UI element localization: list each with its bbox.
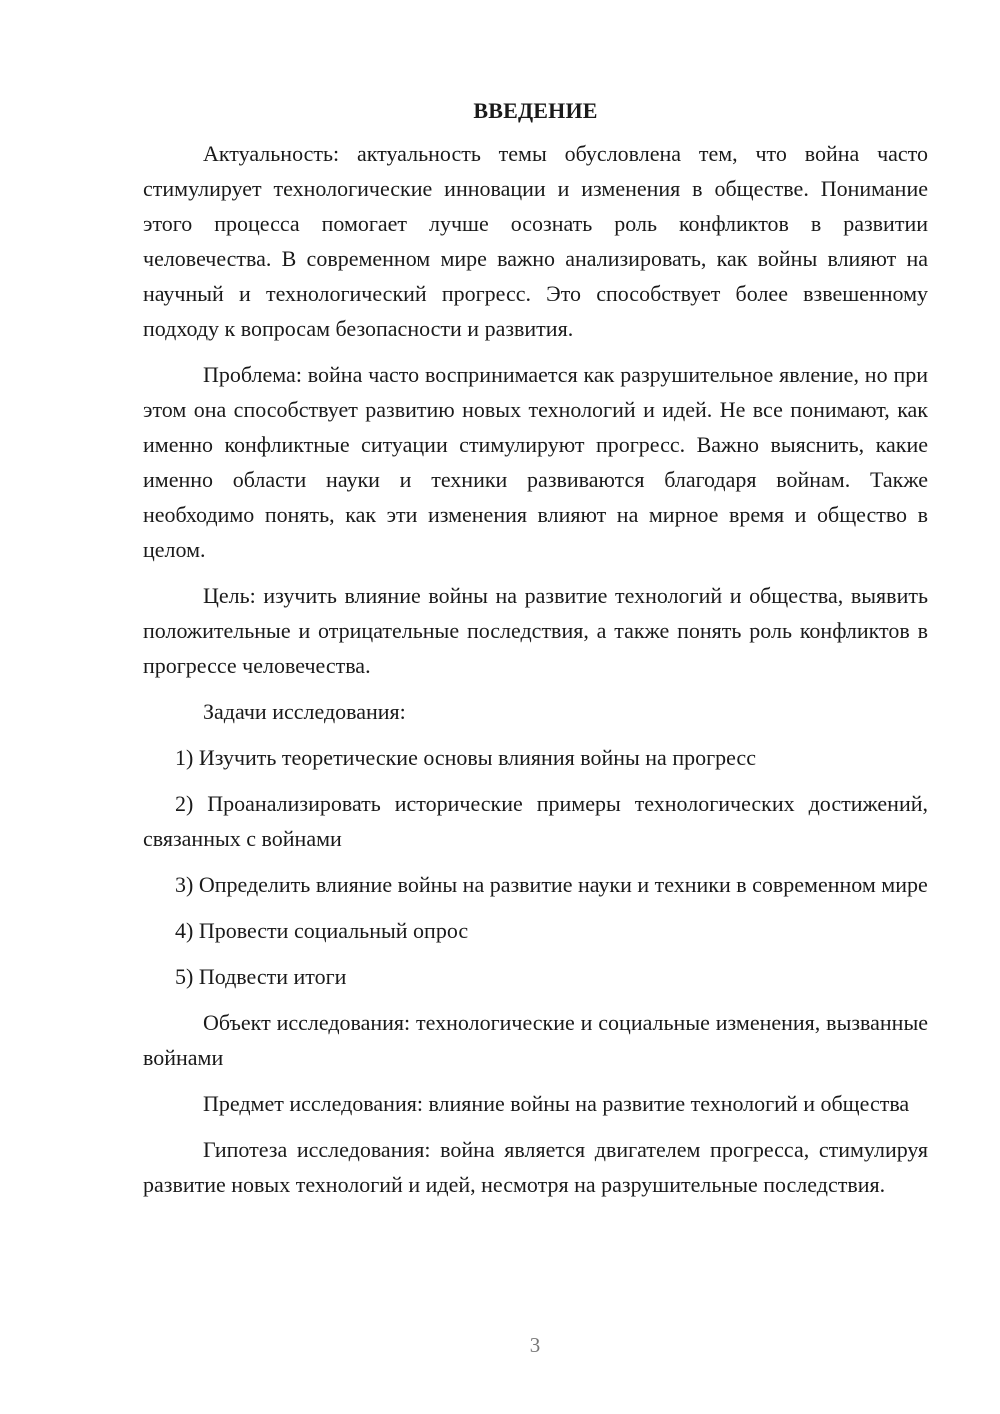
paragraph-tasks-heading: Задачи исследования: (203, 699, 406, 724)
task-item-1: 1) Изучить теоретические основы влияния войны на прогресс (175, 745, 756, 770)
paragraph-object: Объект исследования: технологические и социальные изменения, вызванные войнами (143, 1010, 928, 1070)
task-item-2: 2) Проанализировать исторические примеры технологических достижений, связанных с войнами (143, 791, 928, 851)
paragraph-subject: Предмет исследования: влияние войны на развитие технологий и общества (203, 1091, 910, 1116)
paragraph-goal: Цель: изучить влияние войны на развитие технологий и общества, выявить положительные и отрицательные последствия, а также понять роль конфликтов в прогрессе человечества. (143, 583, 928, 678)
task-item-3: 3) Определить влияние войны на развитие науки и техники в современном мире (175, 872, 928, 897)
document-page (143, 96, 928, 1213)
paragraph-hypothesis: Гипотеза исследования: война является двигателем прогресса, стимулируя развитие новых технологий и идей, несмотря на разрушительные последствия. (143, 1137, 928, 1197)
task-item-4: 4) Провести социальный опрос (175, 918, 469, 943)
paragraph-relevance: Актуальность: актуальность темы обусловлена тем, что война часто стимулирует технологические инновации и изменения в обществе. Понимание этого процесса помогает лучше осознать роль конфликтов в развитии человечества. В современном мире важно анализировать, как войны влияют на научный и технологический прогресс. Это способствует более взвешенному подходу к вопросам безопасности и развития. (143, 141, 928, 341)
task-item-5: 5) Подвести итоги (175, 964, 347, 989)
page-number: 3 (529, 1333, 541, 1357)
section-title: ВВЕДЕНИЕ (473, 98, 598, 123)
paragraph-problem: Проблема: война часто воспринимается как разрушительное явление, но при этом она способствует развитию новых технологий и идей. Не все понимают, как именно конфликтные ситуации стимулируют прогресс. Важно выяснить, какие именно области науки и техники развиваются благодаря войнам. Также необходимо понять, как эти изменения влияют на мирное время и общество в целом. (143, 362, 928, 562)
